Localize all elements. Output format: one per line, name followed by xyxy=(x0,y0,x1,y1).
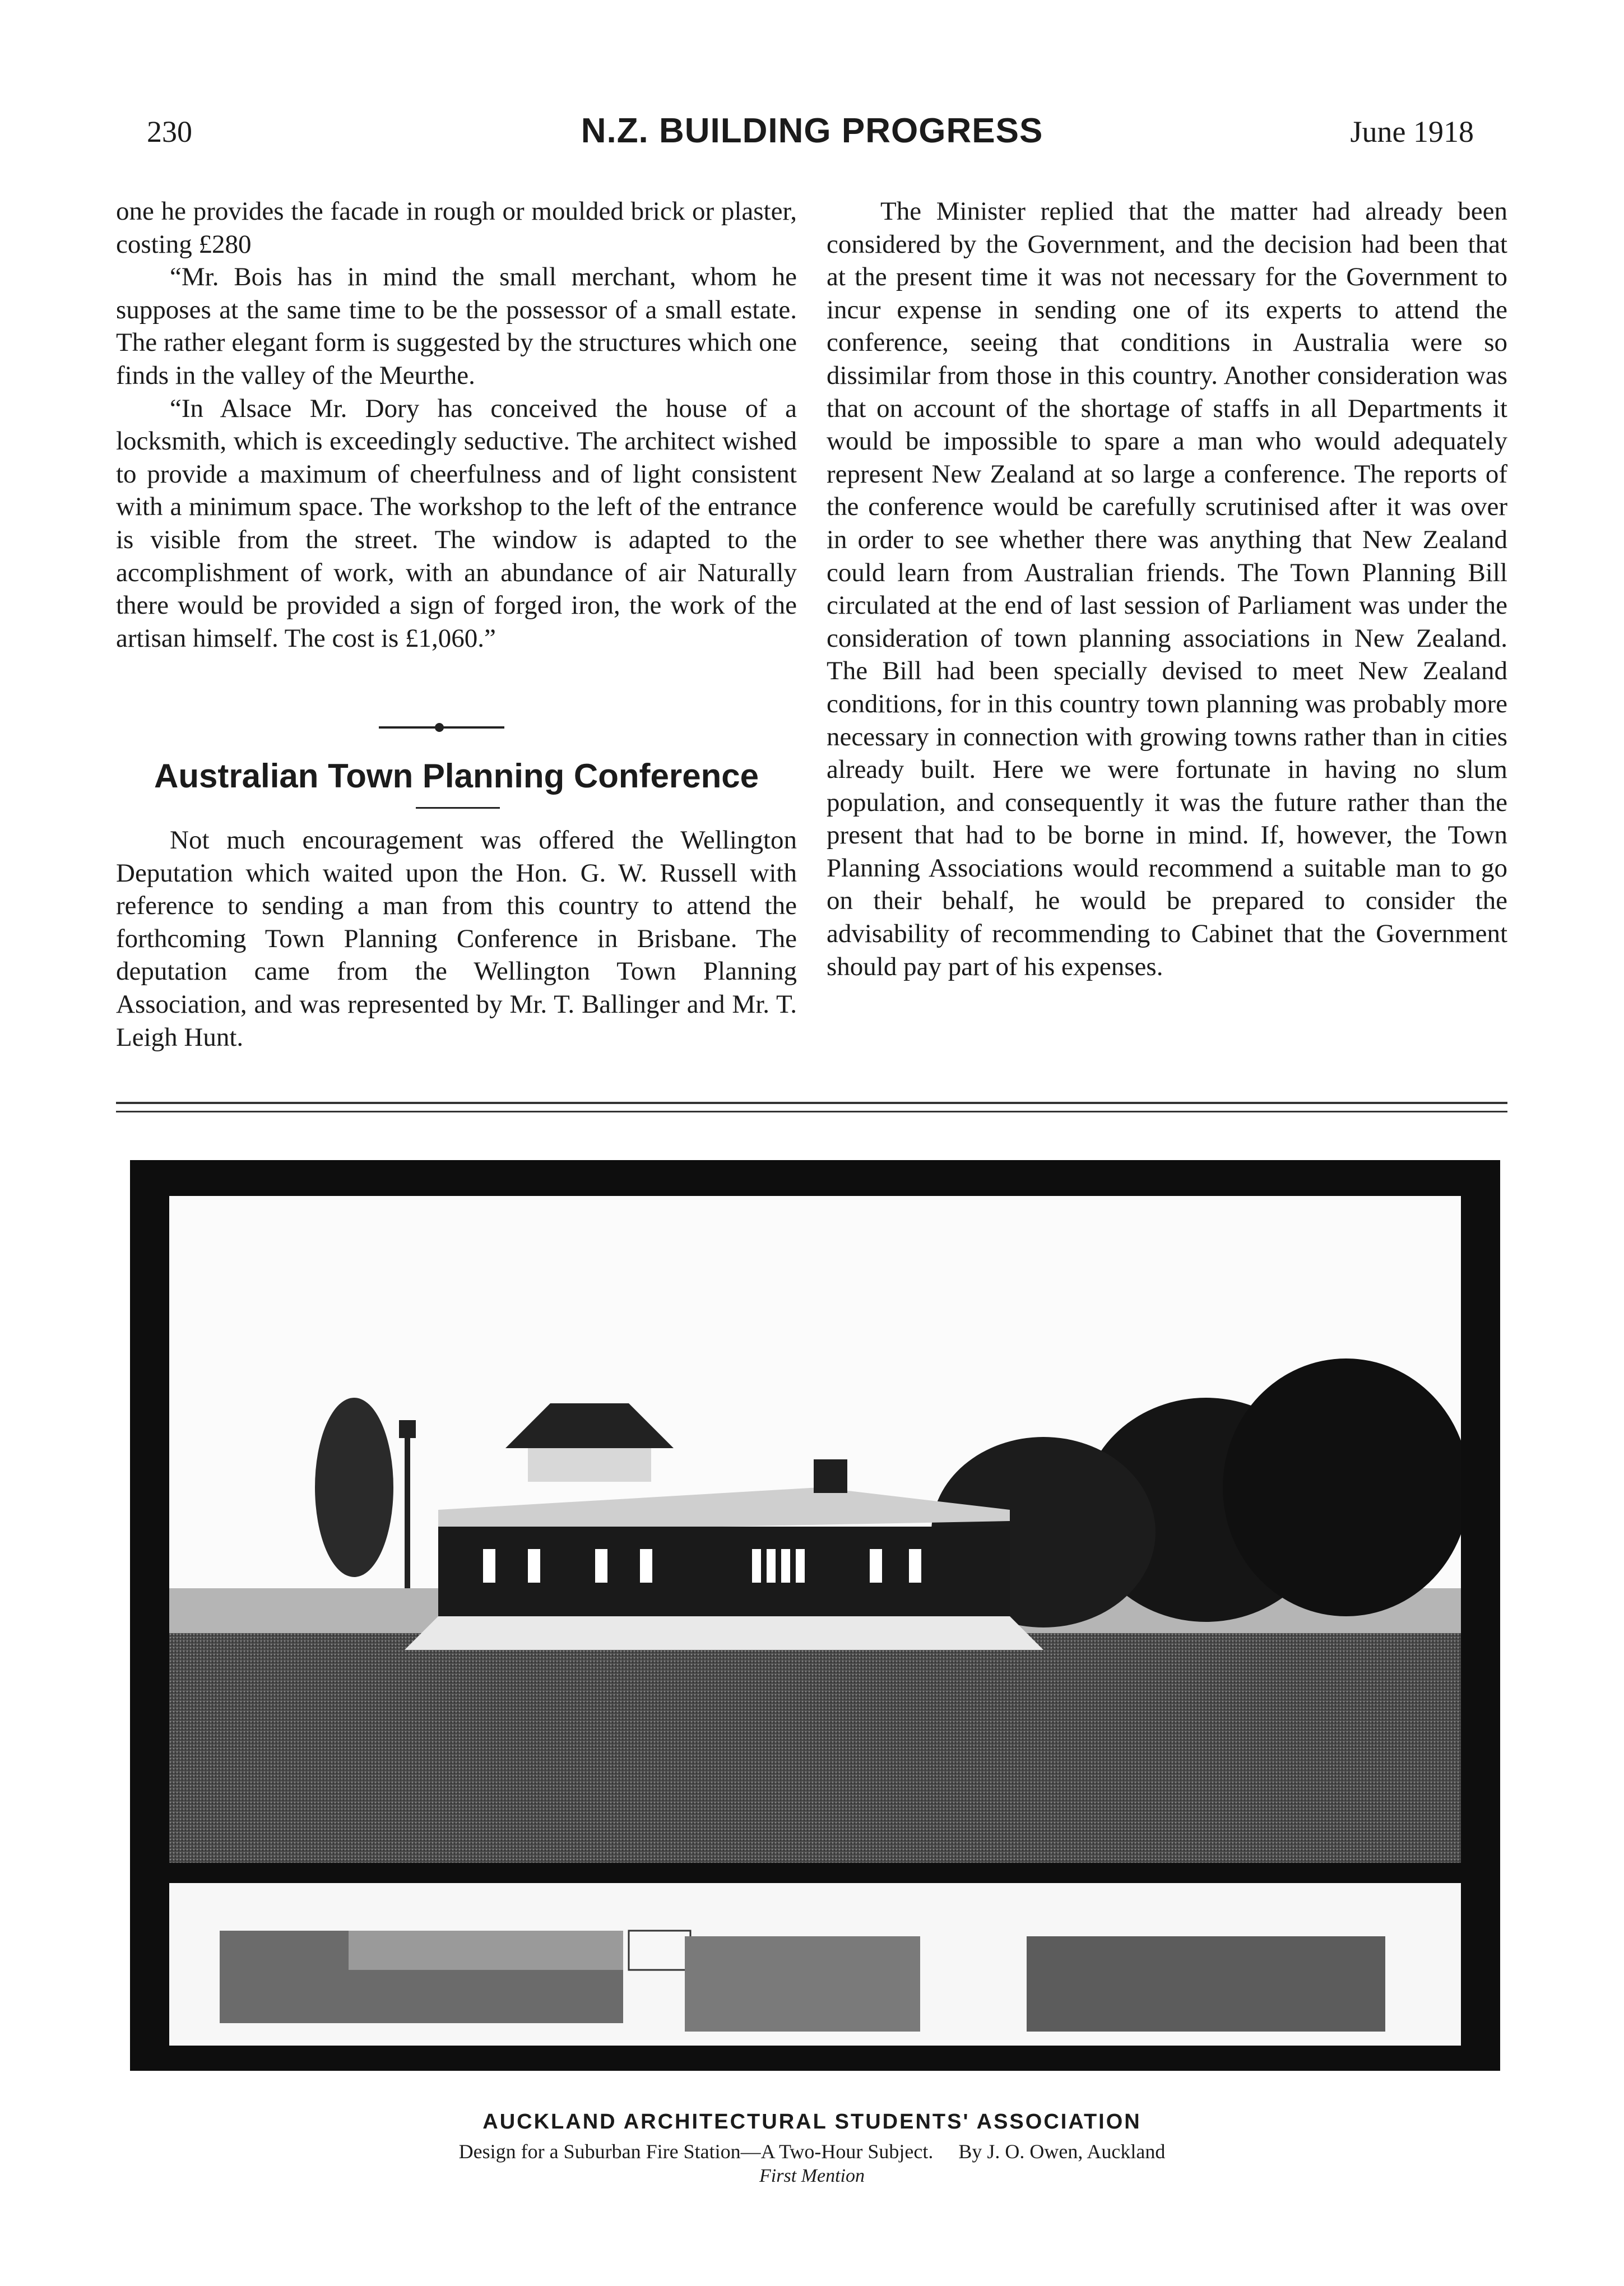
figure-caption-title: AUCKLAND ARCHITECTURAL STUDENTS' ASSOCIATION xyxy=(482,2110,1142,2134)
paragraph: The Minister replied that the matter had already been considered by the Government, and the decision had been that at the present time it was not necessary for the Government to incur expense in sending one of its experts to attend the conference, seeing that conditions in Australia were so dissimilar from those in this country. Another consideration was that on account of the shortage of staffs in all Departments it would be impossible to spare a man who would adequately represent New Zealand at so large a conference. The reports of the conference would be carefully scrutinised after it was over in order to see whether there was anything that New Zealand could learn from Australian friends. The Town Planning Bill circulated at the end of last session of Parliament was under the consideration of town planning associations in New Zealand. The Bill had been specially devised to meet New Zealand conditions, for in this country town planning was probably more necessary in connection with growing towns rather than in cities already built. Here we were fortunate in having no slum population, and consequently it was the future rather than the present that had to be borne in mind. If, however, the Town Planning Associations would recommend a suitable man to go on their behalf, he would be prepared to consider the advisability of recommending to Cabinet that the Government should pay part of his expenses. xyxy=(827,197,1507,981)
double-rule-top xyxy=(116,1102,1507,1104)
issue-date: June 1918 xyxy=(1350,115,1474,149)
article-intro-text xyxy=(116,824,797,1054)
right-column-text xyxy=(827,195,1507,983)
paragraph: one he provides the facade in rough or moulded brick or plaster, costing £280 xyxy=(116,197,797,259)
left-column-text xyxy=(116,195,797,655)
double-rule-bottom xyxy=(116,1111,1507,1112)
section-divider-ornament xyxy=(435,723,444,732)
figure-caption-award: First Mention xyxy=(759,2166,865,2186)
figure-plate xyxy=(130,1160,1500,2071)
perspective-drawing xyxy=(169,1196,1461,1863)
paragraph: Not much encouragement was offered the Wellington Deputation which waited upon the Hon. G. W. Russell with reference to sending a man from this country to attend the forthcoming Town Planning Conference in Brisbane. The deputation came from the Wellington Town Planning Association, and was represented by Mr. T. Ballinger and Mr. T. Leigh Hunt. xyxy=(116,826,797,1052)
page-number: 230 xyxy=(147,115,192,149)
paragraph: “Mr. Bois has in mind the small merchant, whom he supposes at the same time to be the possessor of a small estate. The rather elegant form is suggested by the structures which one finds in the valley of the Meurthe. xyxy=(116,262,797,390)
plans-drawing xyxy=(169,1883,1461,2046)
figure-caption-subtitle: Design for a Suburban Fire Station—A Two-Hour Subject. By J. O. Owen, Auckland xyxy=(458,2140,1166,2163)
article-heading: Australian Town Planning Conference xyxy=(154,757,759,795)
paragraph: “In Alsace Mr. Dory has conceived the house of a locksmith, which is exceedingly seductive. The architect wished to provide a maximum of cheerfulness and of light consistent with a minimum space. The workshop to the left of the entrance is visible from the street. The window is adapted to the accomplishment of work, with an abundance of air Naturally there would be provided a sign of forged iron, the work of the artisan himself. The cost is £1,060.” xyxy=(116,393,797,653)
heading-underline xyxy=(416,807,500,809)
fire-station-plans xyxy=(169,1883,1461,2046)
publication-title: N.Z. BUILDING PROGRESS xyxy=(581,112,1043,150)
fire-station-perspective xyxy=(169,1196,1461,1863)
